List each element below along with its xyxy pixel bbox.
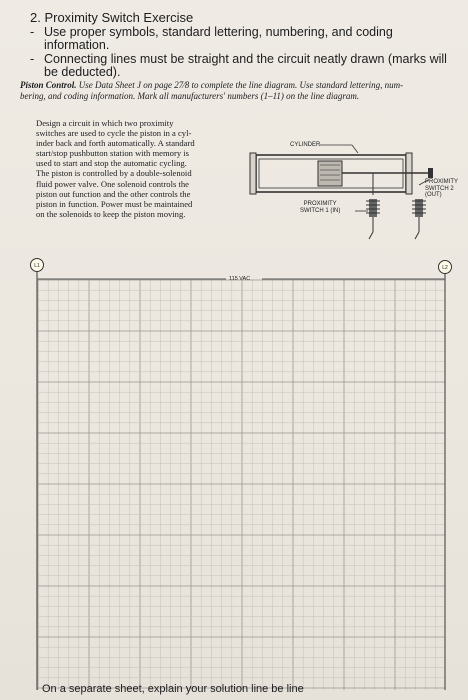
exercise-title: 2. Proximity Switch Exercise	[30, 10, 194, 25]
instruction-heading: Piston Control.	[20, 80, 77, 90]
description-line: switches are used to cycle the piston in a cyl-	[36, 128, 192, 139]
prox2-label-line: SWITCH 2	[425, 185, 454, 192]
description-line: on the solenoids to keep the piston moving.	[36, 208, 186, 219]
terminal-l2: L2	[438, 260, 452, 274]
description-line: fluid power valve. One solenoid controls the	[36, 178, 189, 189]
prox2-label-line: (OUT)	[425, 192, 442, 198]
prox1-label-line: SWITCH 1 (IN)	[300, 207, 341, 214]
description-line: piston out function and the other controls the	[36, 188, 191, 199]
instruction-line-2: bering, and coding information. Mark all manufacturers' numbers (1–11) on the line diagram.	[20, 91, 360, 101]
bullet-dash: -	[30, 25, 35, 39]
description-line: The piston is controlled by a double-solenoid	[36, 168, 192, 179]
bullet-dash: -	[30, 52, 35, 66]
voltage-label: 115 VAC	[229, 276, 251, 282]
requirement-text: Connecting lines must be straight and the circuit neatly drawn (marks will be deducted).	[44, 52, 447, 79]
footer-instruction: On a separate sheet, explain your solution line be line	[42, 683, 304, 695]
grid-lines	[38, 280, 445, 690]
prox2-label-line: PROXIMITY	[425, 179, 459, 185]
description-line: start/stop pushbutton station with memory is	[36, 148, 190, 159]
instruction-line-1: Use Data Sheet J on page 27⁄8 to complete the line diagram. Use standard lettering, num-	[78, 80, 404, 90]
description-line: piston in function. Power must be maintained	[36, 198, 193, 209]
description-line: Design a circuit in which two proximity	[36, 118, 174, 128]
prox1-label-line: PROXIMITY	[303, 201, 337, 207]
cylinder-label: CYLINDER	[290, 142, 321, 148]
description-line: used to start and stop the automatic cycling.	[36, 158, 187, 169]
terminal-l1: L1	[30, 258, 44, 272]
description-line: inder back and forth automatically. A standard	[36, 138, 195, 149]
requirement-text: Use proper symbols, standard lettering, numbering, and coding information.	[44, 25, 393, 52]
